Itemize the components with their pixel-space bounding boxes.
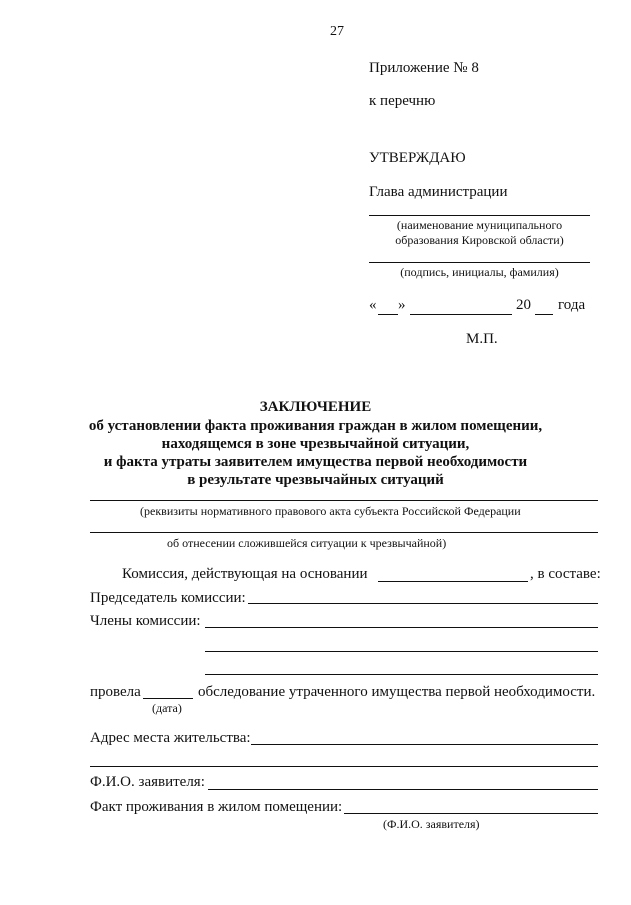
stamp-place: М.П.	[466, 331, 498, 347]
address-field-2[interactable]	[90, 766, 598, 767]
survey-date-hint: (дата)	[152, 701, 182, 715]
date-day-line	[378, 314, 398, 315]
heading-line-4: в результате чрезвычайных ситуаций	[187, 472, 444, 488]
survey-label: обследование утраченного имущества первой необходимости.	[198, 684, 596, 700]
members-field-2[interactable]	[205, 651, 598, 652]
members-label: Члены комиссии:	[90, 613, 201, 629]
date-close-quote: »	[398, 297, 406, 313]
requisites-hint-2: об отнесении сложившейся ситуации к чрезвычайной)	[167, 536, 447, 550]
signature-hint: (подпись, инициалы, фамилия)	[400, 265, 559, 279]
applicant-name-field[interactable]	[208, 789, 598, 790]
heading-line-1: об установлении факта проживания граждан в жилом помещении,	[88, 418, 543, 434]
address-field-1[interactable]	[251, 744, 598, 745]
appendix-to-list: к перечню	[369, 93, 436, 109]
appendix-title: Приложение № 8	[369, 60, 479, 76]
page-number: 27	[330, 24, 344, 39]
date-open-quote: «	[369, 297, 377, 313]
date-year-line	[535, 314, 553, 315]
document-title: ЗАКЛЮЧЕНИЕ	[259, 399, 372, 415]
heading-line-2: находящемся в зоне чрезвычайной ситуации,	[161, 436, 470, 452]
members-field-3[interactable]	[205, 674, 598, 675]
chairman-label: Председатель комиссии:	[90, 590, 246, 606]
municipality-hint-2: образования Кировской области)	[395, 233, 564, 247]
approve-label: УТВЕРЖДАЮ	[369, 150, 466, 166]
date-month-line	[410, 314, 512, 315]
head-of-administration: Глава администрации	[369, 184, 508, 200]
requisites-hint-1: (реквизиты нормативного правового акта субъекта Российской Федерации	[140, 504, 521, 518]
municipality-line	[369, 215, 590, 216]
requisites-line-2	[90, 532, 598, 533]
members-field-1[interactable]	[205, 627, 598, 628]
residence-fact-label: Факт проживания в жилом помещении:	[90, 799, 343, 815]
applicant-name-label: Ф.И.О. заявителя:	[90, 774, 205, 790]
address-label: Адрес места жительства:	[90, 730, 251, 746]
requisites-line-1	[90, 500, 598, 501]
municipality-hint-1: (наименование муниципального	[396, 218, 563, 232]
residence-fact-field[interactable]	[344, 813, 598, 814]
applicant-hint: (Ф.И.О. заявителя)	[383, 817, 480, 831]
year-prefix: 20	[516, 297, 531, 313]
conducted-label: провела	[90, 684, 141, 700]
commission-basis-label: Комиссия, действующая на основании	[122, 566, 368, 582]
signature-line	[369, 262, 590, 263]
survey-date-field[interactable]	[143, 698, 193, 699]
heading-line-3: и факта утраты заявителем имущества первой необходимости	[103, 454, 528, 470]
chairman-field[interactable]	[248, 603, 598, 604]
commission-basis-field[interactable]	[378, 581, 528, 582]
year-suffix: года	[558, 297, 586, 313]
composition-label: , в составе:	[530, 566, 601, 582]
